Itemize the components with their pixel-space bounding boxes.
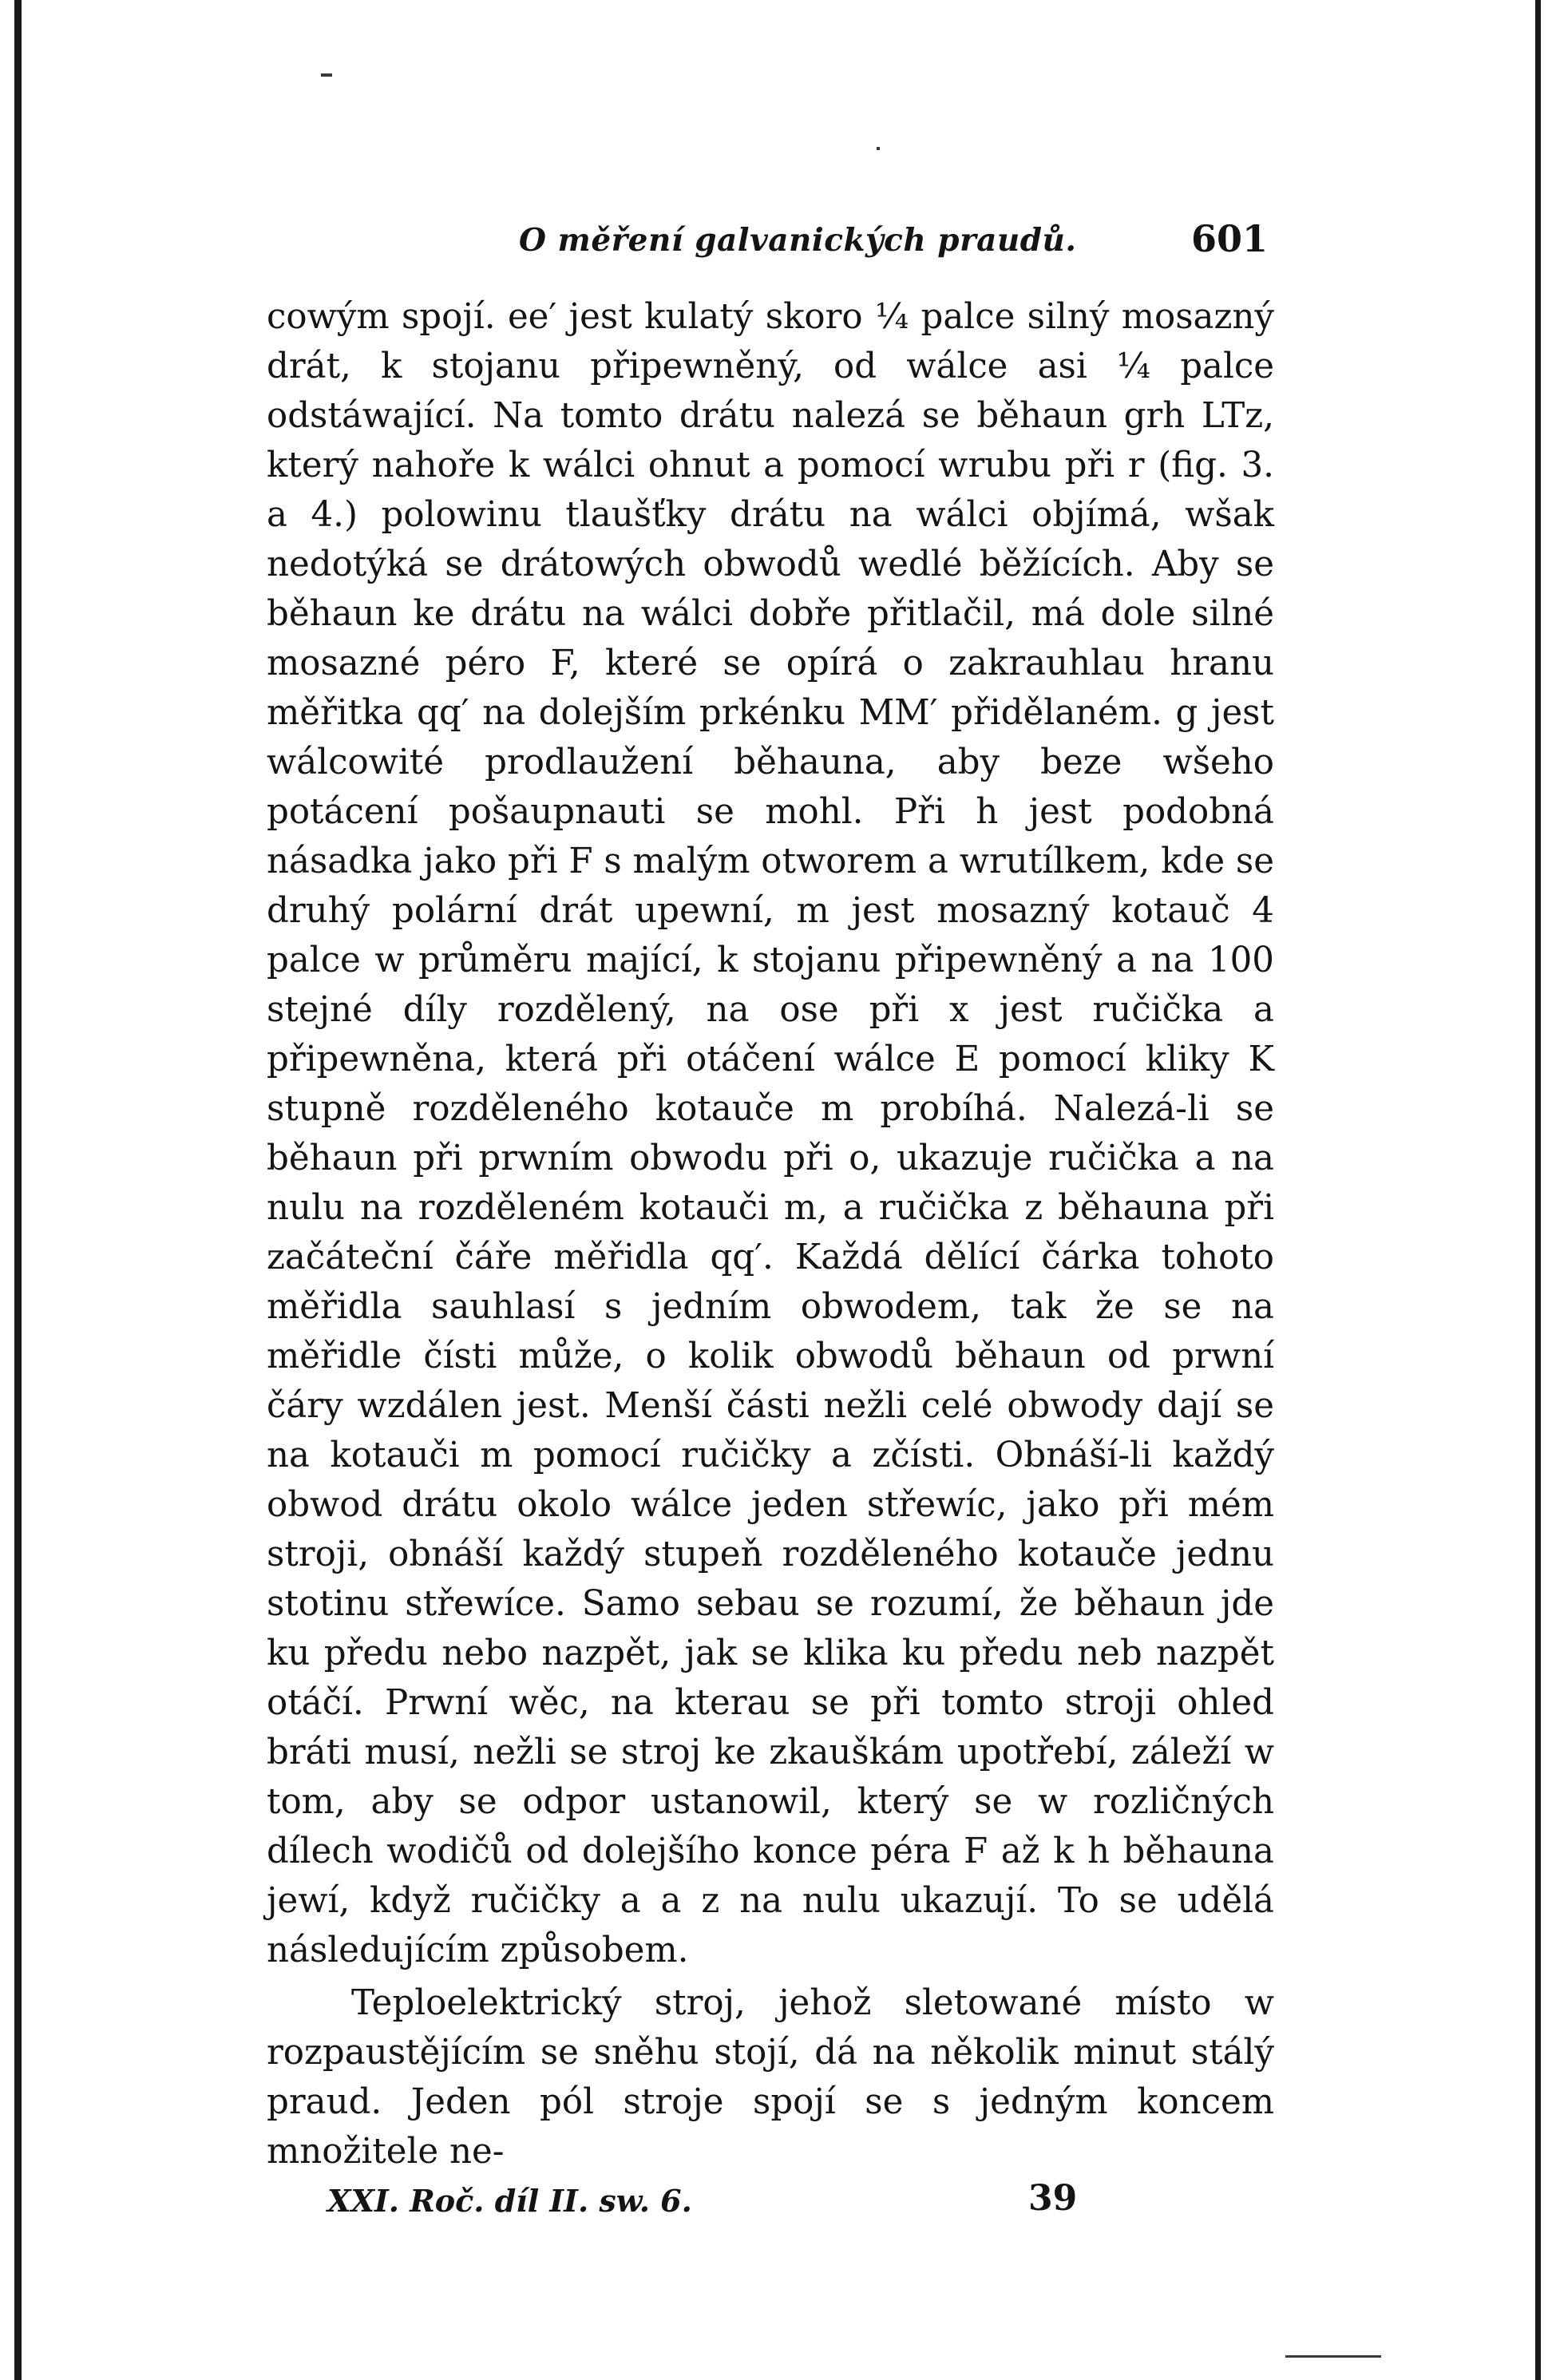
running-head [267, 216, 1274, 263]
paragraph-1: cowým spojí. ee′ jest kulatý skoro ¼ palce silný mosazný drát, k stojanu připewněný, od wálce asi ¼ palce odstáwající. Na tomto drátu nalezá se běhaun grh LTz, který nahoře k wálci ohnut a pomocí wrubu při r (fig. 3. a 4.) polowinu tlaušťky drátu na wálci objímá, wšak nedotýká se drátowých obwodů wedlé běžících. Aby se běhaun ke drátu na wálci dobře přitlačil, má dole silné mosazné péro F, které se opírá o zakrauhlau hranu měřitka qq′ na dolejším prkénku MM′ přidělaném. g jest wálcowité prodlaužení běhauna, aby beze wšeho potácení pošaupnauti se mohl. Při h jest podobná násadka jako při F s malým otworem a wrutílkem, kde se druhý polární drát upewní, m jest mosazný kotauč 4 palce w průměru mající, k stojanu připewněný a na 100 stejné díly rozdělený, na ose při x jest ručička a připewněna, která při otáčení wálce E pomocí kliky K stupně rozděleného kotauče m probíhá. Nalezá-li se běhaun při prwním obwodu při o, ukazuje ručička a na nulu na rozděleném kotauči m, a ručička z běhauna při začáteční čáře měřidla qq′. Každá dělící čárka tohoto měřidla sauhlasí s jedním obwodem, tak že se na měřidle čísti může, o kolik obwodů běhaun od prwní čáry wzdálen jest. Menší části nežli celé obwody dají se na kotauči m pomocí ručičky a zčísti. Obnáší-li každý obwod drátu okolo wálce jeden střewíc, jako při mém stroji, obnáší každý stupeň rozděleného kotauče jednu stotinu střewíce. Samo sebau se rozumí, že běhaun jde ku předu nebo nazpět, jak se klika ku předu neb nazpět otáčí. Prwní wěc, na kterau se při tomto stroji ohled bráti musí, nežli se stroj ke zkauškám upotřebí, záleží w tom, aby se odpor ustanowil, který se w rozličných dílech wodičů od dolejšího konce péra F až k h běhauna jewí, když ručičky a a z na nulu ukazují. To se udělá následujícím způsobem. [267, 297, 1274, 1970]
scan-speck [877, 147, 880, 150]
body-text [267, 292, 1274, 2176]
sheet-number: 39 [1028, 2178, 1078, 2219]
scan-speck [321, 73, 332, 77]
paragraph-2: Teploelektrický stroj, jehož sletowané místo w rozpaustějícím se sněhu stojí, dá na několik minut stálý praud. Jeden pól stroje spojí se s jedným koncem množitele ne- [267, 1983, 1274, 2172]
page-footer [267, 2178, 1274, 2226]
book-page [267, 216, 1274, 2226]
scan-border-right [1535, 0, 1541, 2380]
scan-speck [1285, 2355, 1381, 2358]
running-title: O měření galvanických praudů. [519, 222, 1077, 259]
signature-mark: XXI. Roč. díl II. sw. 6. [327, 2183, 692, 2219]
scan-border-left [14, 0, 22, 2380]
page-number: 601 [1190, 217, 1268, 260]
